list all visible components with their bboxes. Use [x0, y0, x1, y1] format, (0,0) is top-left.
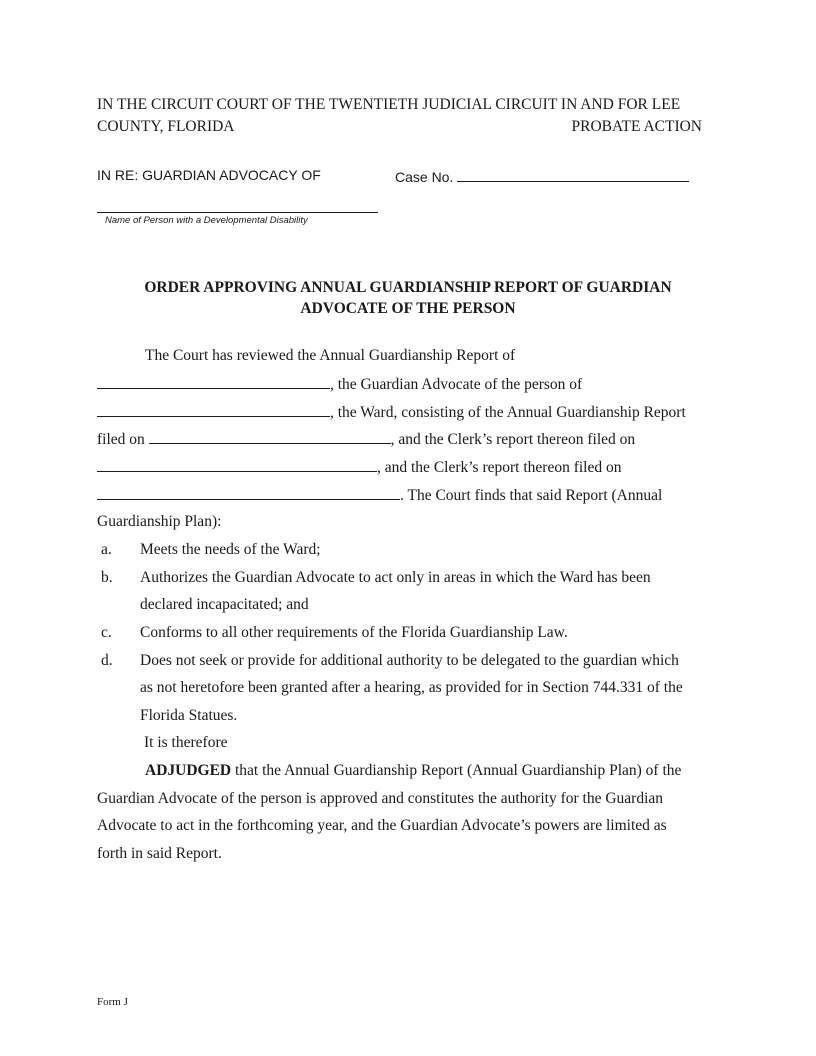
adjudged-line [145, 762, 681, 780]
court-name-line1: IN THE CIRCUIT COURT OF THE TWENTIETH JUDICIAL CIRCUIT IN AND FOR LEE [97, 96, 681, 113]
item-b-text-line1: Authorizes the Guardian Advocate to act only in areas in which the Ward has been [140, 569, 651, 586]
intro-text: The Court has reviewed the Annual Guardianship Report of [145, 347, 516, 364]
adjudged-line2: Guardian Advocate of the person is approved and constitutes the authority for the Guardian [97, 790, 664, 807]
item-c-letter: c. [101, 624, 112, 641]
guardian-line [97, 375, 582, 394]
person-name-caption: Name of Person with a Developmental Disability [105, 215, 308, 226]
filed-on-label: filed on [97, 431, 145, 448]
finds-text: . The Court finds that said Report (Annual [400, 487, 663, 504]
adjudged-line4: forth in said Report. [97, 845, 222, 862]
item-d-letter: d. [101, 652, 113, 669]
item-d-text-line2: as not heretofore been granted after a hearing, as provided for in Section 744.331 of the [140, 679, 683, 696]
guardian-name-field[interactable] [97, 375, 330, 389]
clerk-report-date-field[interactable] [97, 458, 377, 472]
action-type: PROBATE ACTION [571, 118, 702, 135]
item-d-text-line1: Does not seek or provide for additional authority to be delegated to the guardian which [140, 652, 679, 669]
guardian-line-text: , the Guardian Advocate of the person of [330, 376, 583, 393]
ward-line-text: , the Ward, consisting of the Annual Guardianship Report [330, 404, 686, 421]
therefore-text: It is therefore [144, 734, 228, 751]
item-c-text: Conforms to all other requirements of the Florida Guardianship Law. [140, 624, 568, 641]
item-a-letter: a. [101, 541, 112, 558]
clerk-report-text-1: , and the Clerk’s report thereon filed on [390, 431, 636, 448]
case-number [395, 167, 689, 185]
report-filed-date-field[interactable] [149, 430, 391, 444]
case-number-field[interactable] [457, 167, 689, 182]
clerk-report-text-2: , and the Clerk’s report thereon filed on [377, 459, 622, 476]
case-number-label: Case No. [395, 169, 454, 185]
item-a-text: Meets the needs of the Ward; [140, 541, 321, 558]
adjudged-text: that the Annual Guardianship Report (Annual Guardianship Plan) of the [231, 762, 682, 779]
in-re-label: IN RE: GUARDIAN ADVOCACY OF [97, 167, 321, 183]
item-b-text-line2: declared incapacitated; and [140, 596, 309, 613]
order-title-line1: ORDER APPROVING ANNUAL GUARDIANSHIP REPORT OF GUARDIAN [144, 279, 672, 296]
ward-name-field[interactable] [97, 403, 330, 417]
clerk-line [97, 458, 621, 477]
finds-continuation: Guardianship Plan): [97, 513, 222, 530]
court-name-line2: COUNTY, FLORIDA [97, 118, 235, 135]
adjudged-line3: Advocate to act in the forthcoming year, and the Guardian Advocate’s powers are limited as [97, 817, 667, 834]
order-title-line2: ADVOCATE OF THE PERSON [300, 300, 516, 317]
adjudged-keyword: ADJUDGED [145, 762, 232, 779]
person-name-field[interactable] [97, 212, 378, 213]
form-label: Form J [97, 996, 128, 1008]
filed-on-line [97, 430, 635, 449]
second-clerk-date-field[interactable] [97, 486, 400, 500]
item-d-text-line3: Florida Statues. [140, 707, 238, 724]
item-b-letter: b. [101, 569, 113, 586]
finds-line [97, 486, 662, 505]
ward-line [97, 403, 686, 422]
